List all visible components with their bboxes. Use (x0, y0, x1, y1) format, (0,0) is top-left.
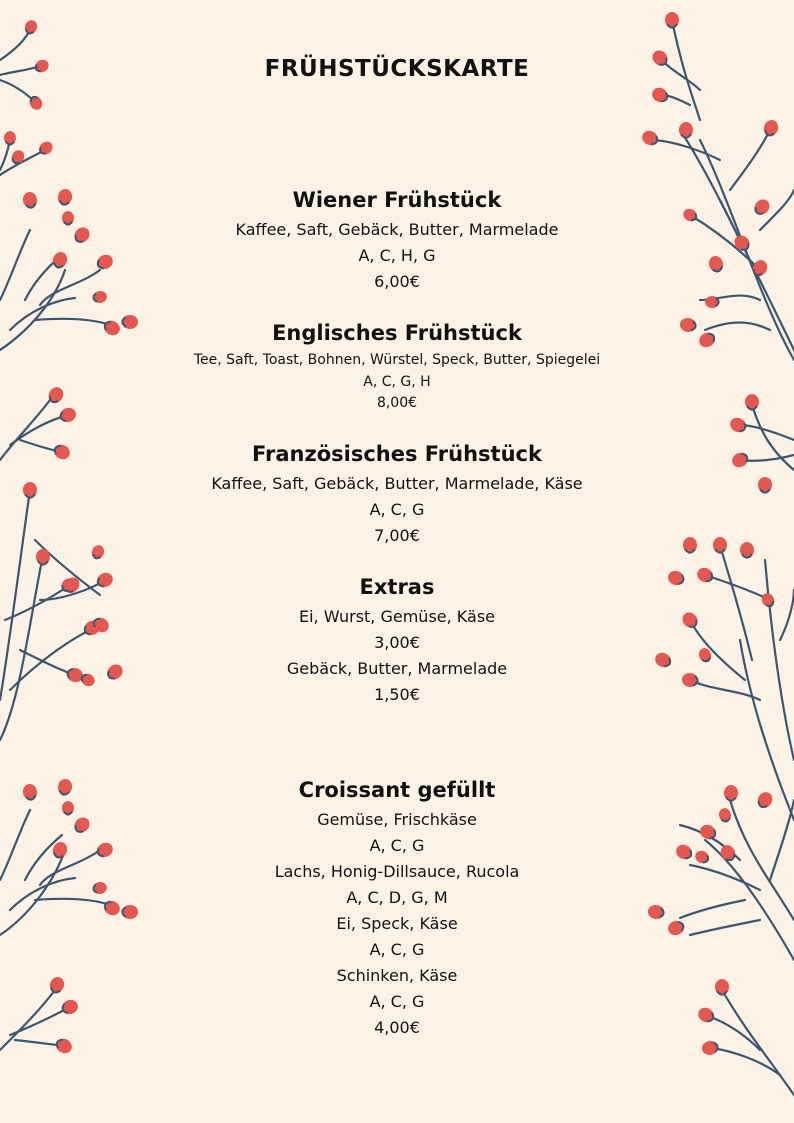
allergens: A, C, G, H (363, 373, 431, 390)
section-title: Französisches Frühstück (252, 442, 542, 466)
branch-stem (0, 140, 10, 170)
branch-stem (0, 150, 45, 175)
section-wiener-fruehstueck (0, 187, 794, 295)
branch-stem (660, 95, 690, 105)
price: 3,00€ (374, 633, 420, 652)
allergens: A, C, G (369, 500, 425, 519)
section-englisches-fruehstueck (0, 320, 794, 415)
allergens: A, C, G (369, 940, 425, 959)
flower-bud (23, 18, 39, 35)
menu-title: FRÜHSTÜCKSKARTE (264, 56, 530, 82)
section-title: Extras (359, 575, 435, 599)
flower-bud (640, 128, 661, 148)
price: 4,00€ (374, 1018, 420, 1037)
flower-bud (728, 415, 749, 435)
item-description: Kaffee, Saft, Gebäck, Butter, Marmelade, Käse (211, 474, 583, 493)
item-description: Ei, Speck, Käse (336, 914, 458, 933)
flower-bud (37, 139, 55, 157)
section-franzoesisches-fruehstueck (0, 441, 794, 549)
branch-stem (730, 130, 770, 190)
item-description: Gebäck, Butter, Marmelade (286, 659, 508, 678)
item-description: Kaffee, Saft, Gebäck, Butter, Marmelade (235, 220, 559, 239)
allergens: A, C, G (369, 836, 425, 855)
price: 7,00€ (374, 526, 420, 545)
allergens: A, C, D, G, M (346, 888, 448, 907)
flower-bud (27, 94, 44, 112)
item-description: Schinken, Käse (336, 966, 458, 985)
allergens: A, C, H, G (358, 246, 436, 265)
section-title: Wiener Frühstück (292, 188, 502, 212)
branch-stem (0, 80, 35, 102)
section-title: Croissant gefüllt (298, 778, 496, 802)
flower-bud (762, 118, 781, 138)
flower-bud (36, 549, 50, 565)
price: 1,50€ (374, 685, 420, 704)
price: 8,00€ (376, 395, 418, 411)
section-title: Englisches Frühstück (272, 321, 522, 345)
allergens: A, C, G (369, 992, 425, 1011)
branch-stem (710, 1048, 780, 1075)
item-description: Lachs, Honig-Dillsauce, Rucola (274, 862, 520, 881)
section-croissant-gefuellt (0, 777, 794, 1041)
flower-bud (705, 296, 719, 308)
section-extras (0, 574, 794, 708)
flower-bud (9, 148, 26, 166)
flower-bud (665, 12, 679, 28)
flower-bud (4, 131, 16, 145)
price: 6,00€ (374, 272, 420, 291)
item-description: Ei, Wurst, Gemüse, Käse (299, 607, 495, 626)
branch-stem (700, 296, 760, 300)
branch-stem (740, 425, 794, 440)
item-description: Gemüse, Frischkäse (317, 810, 477, 829)
flower-bud (679, 122, 693, 138)
flower-bud (650, 85, 671, 105)
item-description: Tee, Saft, Toast, Bohnen, Würstel, Speck, Butter, Spiegelei (193, 352, 601, 368)
flower-bud (701, 1040, 719, 1057)
branch-stem (650, 140, 720, 160)
